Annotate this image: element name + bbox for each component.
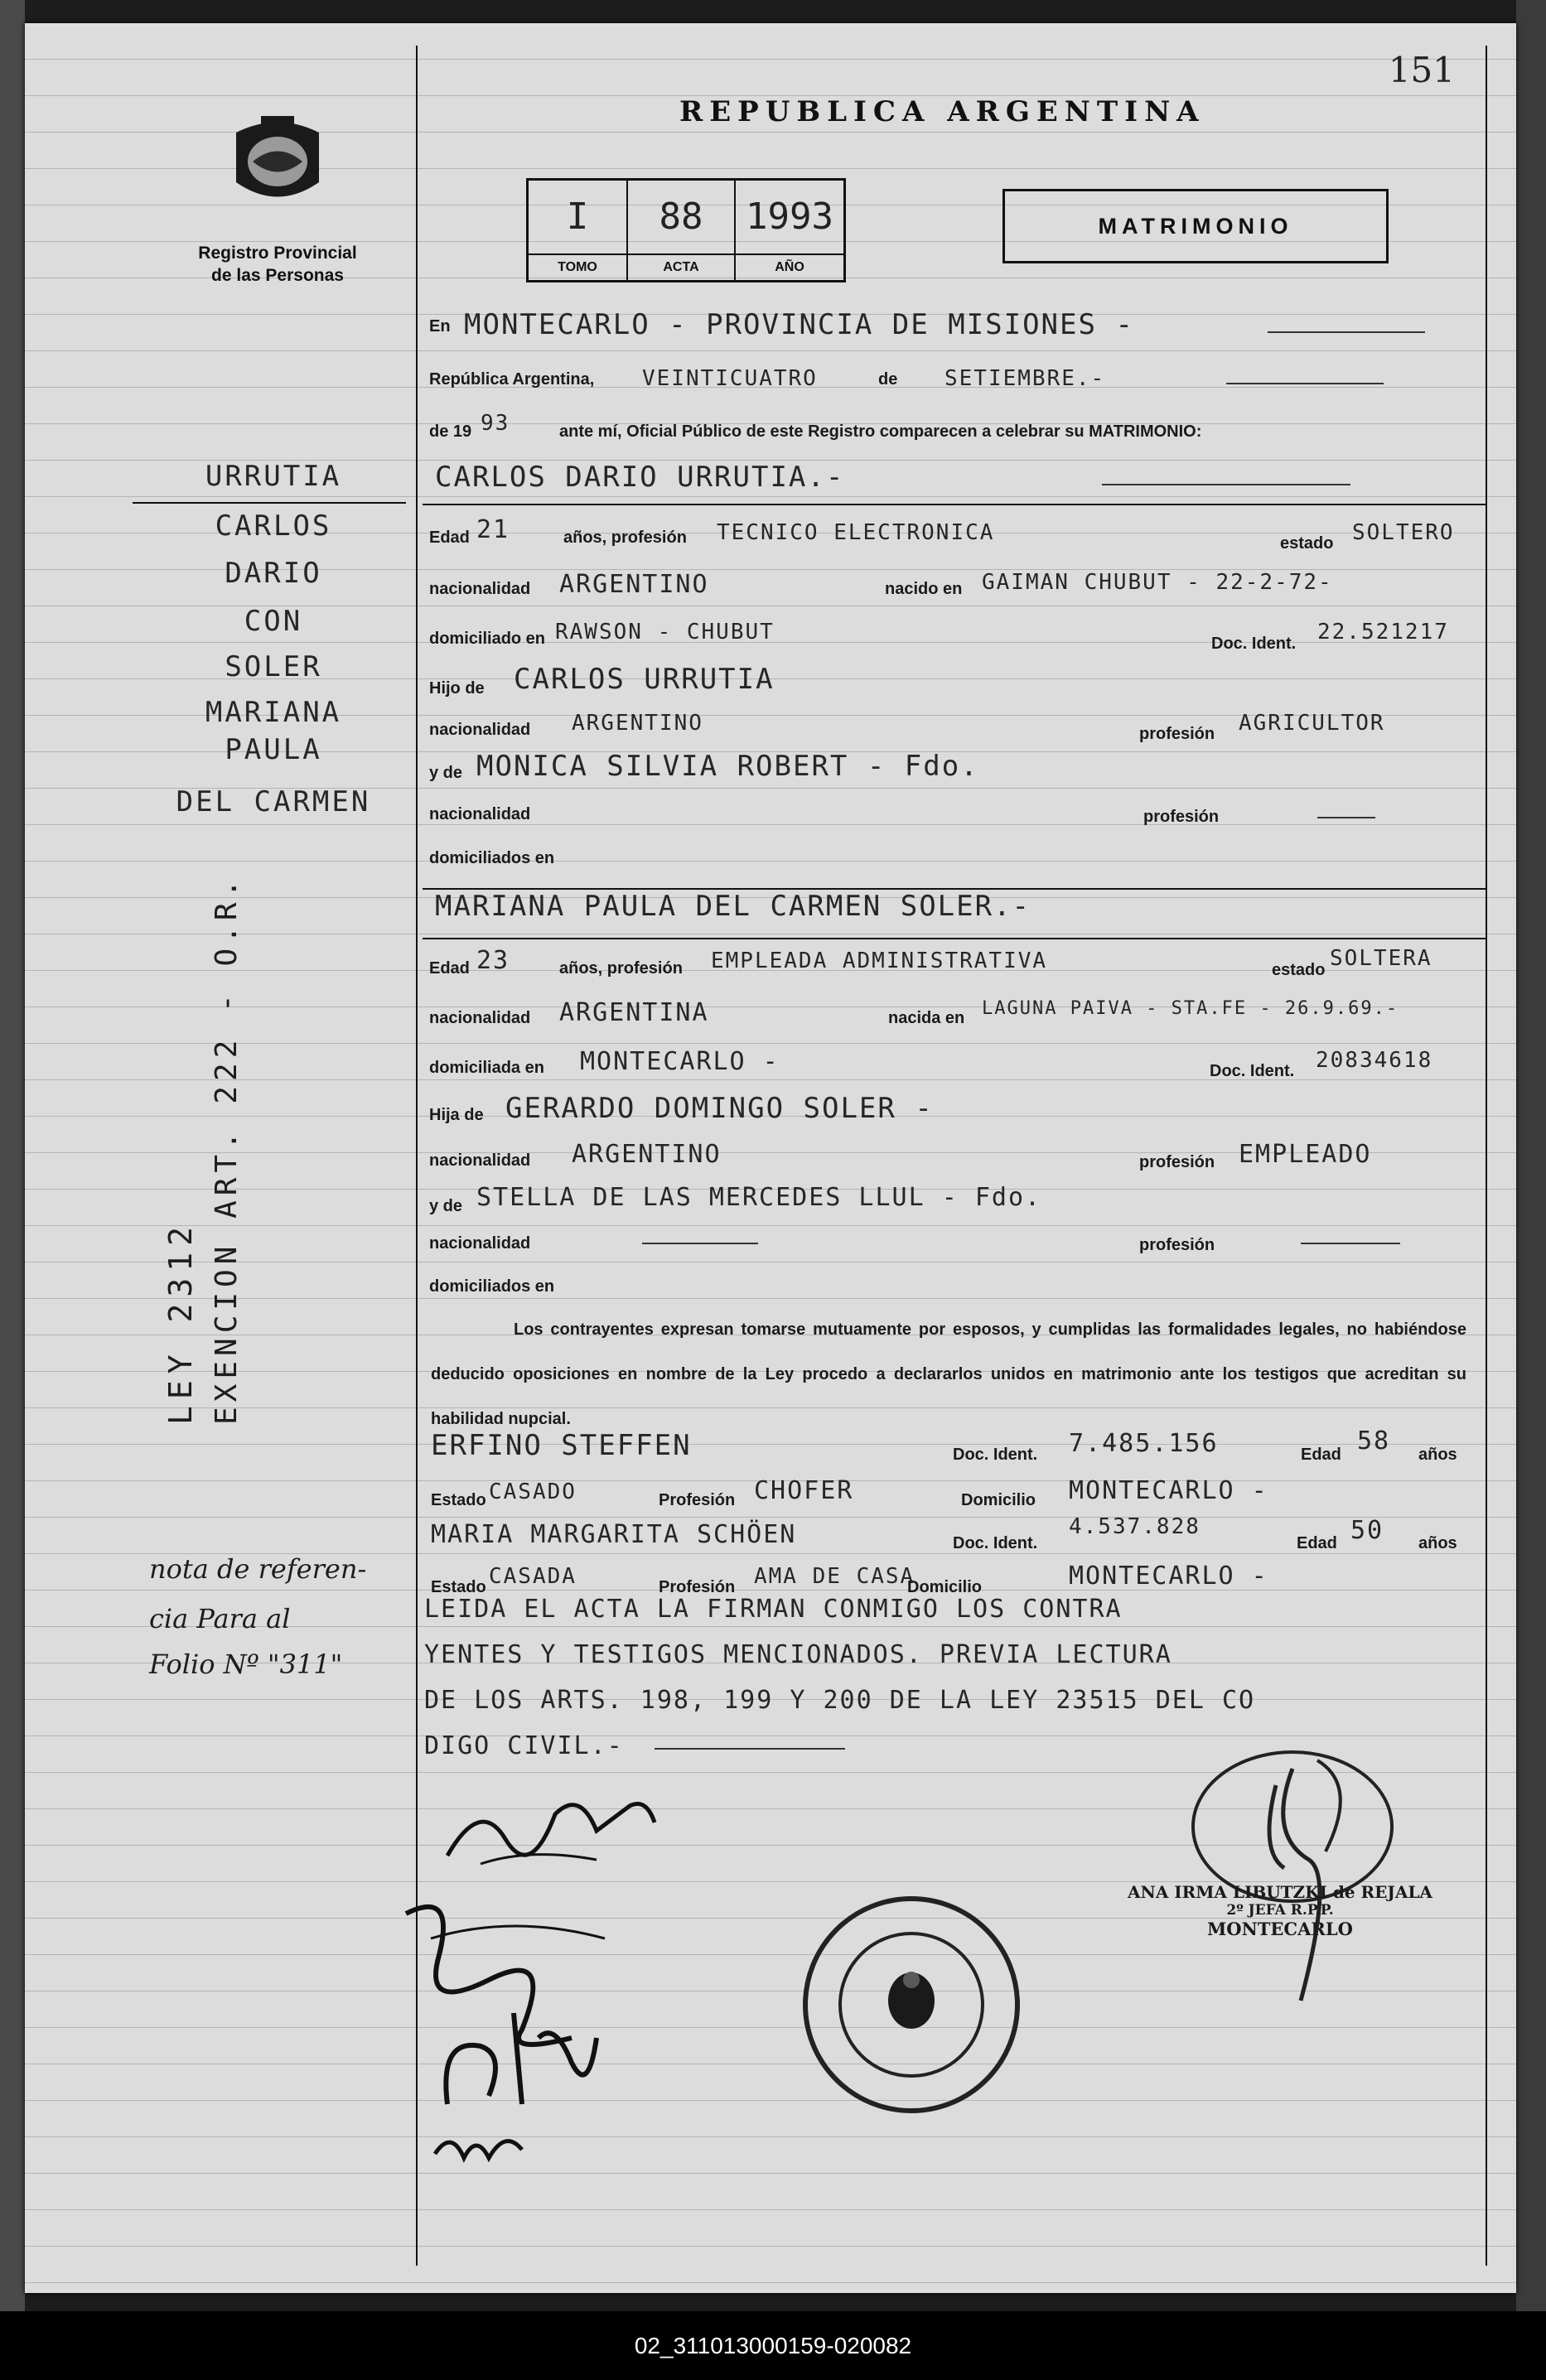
- bride-profesion-value: EMPLEADA ADMINISTRATIVA: [711, 949, 1048, 973]
- closing-line-3: DIGO CIVIL.-: [424, 1731, 624, 1760]
- bride-padre-prof-value: EMPLEADO: [1239, 1140, 1372, 1169]
- bride-domiciliados-label: domiciliados en: [429, 1277, 555, 1296]
- official-round-seal: [800, 1893, 1023, 2117]
- fill-dash: [1317, 817, 1375, 818]
- registry-reference-box: [526, 178, 846, 282]
- acta-value: 88: [659, 196, 703, 238]
- groom-padre-value: CARLOS URRUTIA: [514, 663, 775, 696]
- fill-dash: [655, 1748, 845, 1750]
- witness-1-domicilio-value: MONTECARLO -: [1069, 1476, 1268, 1505]
- year-suffix: 93: [481, 411, 510, 436]
- official-signature: [1168, 1736, 1442, 2009]
- margin-name-underline: [133, 502, 406, 504]
- fill-dash: [642, 1243, 758, 1244]
- witness-1-edad-label: Edad: [1301, 1446, 1341, 1464]
- bride-y-de-label: y de: [429, 1197, 463, 1215]
- margin-note-line-1: cia Para al: [149, 1603, 291, 1634]
- document-id-footer: 02_311013000159-020082: [0, 2311, 1546, 2380]
- bride-edad-label: Edad: [429, 959, 470, 978]
- folio-number: 151: [1388, 50, 1455, 90]
- exemption-stamp-article: EXENCION ART. 222 - O.R.: [210, 874, 244, 1425]
- bride-madre-prof-label: profesión: [1139, 1236, 1215, 1254]
- witness-1-edad-value: 58: [1357, 1427, 1391, 1456]
- bride-padre-prof-label: profesión: [1139, 1153, 1215, 1171]
- signature-groom: [431, 1764, 679, 1880]
- bride-nacionalidad-value: ARGENTINA: [559, 998, 709, 1027]
- groom-nacionalidad-label: nacionalidad: [429, 580, 531, 598]
- acta-label: ACTA: [628, 253, 734, 280]
- witness-1-profesion-value: CHOFER: [754, 1476, 854, 1505]
- margin-name-2: DARIO: [225, 557, 322, 590]
- groom-edad-value: 21: [476, 515, 510, 544]
- tomo-value: I: [566, 196, 589, 238]
- signature-witness-2: [431, 2121, 539, 2170]
- groom-madre-nac-label: nacionalidad: [429, 805, 531, 823]
- registry-name: [157, 242, 398, 287]
- groom-hijo-label: Hijo de: [429, 679, 485, 698]
- year-prefix: de 19: [429, 422, 472, 441]
- bride-doc-value: 20834618: [1316, 1048, 1433, 1073]
- margin-name-7: DEL CARMEN: [176, 785, 371, 818]
- groom-padre-prof-label: profesión: [1139, 725, 1215, 743]
- margin-name-6: PAULA: [225, 733, 322, 766]
- witness-2-edad-label: Edad: [1297, 1534, 1337, 1552]
- groom-profesion-value: TECNICO ELECTRONICA: [717, 520, 995, 545]
- witness-2-domicilio-label: Domicilio: [907, 1578, 983, 1596]
- fill-dash: [1301, 1243, 1400, 1244]
- en-label: En: [429, 317, 451, 336]
- bride-padre-value: GERARDO DOMINGO SOLER -: [505, 1092, 934, 1125]
- registry-name-line1: Registro Provincial: [198, 244, 357, 263]
- margin-note-line-2: Folio Nº "311": [149, 1649, 343, 1680]
- witness-1-estado-label: Estado: [431, 1491, 486, 1509]
- witness-2-estado-label: Estado: [431, 1578, 486, 1596]
- groom-nacido-value: GAIMAN CHUBUT - 22-2-72-: [982, 570, 1333, 595]
- margin-name-5: MARIANA: [205, 696, 342, 729]
- groom-domicilio-value: RAWSON - CHUBUT: [555, 620, 775, 644]
- acta-cell: [628, 181, 736, 280]
- tomo-cell: [529, 181, 628, 280]
- groom-full-name: CARLOS DARIO URRUTIA.-: [435, 461, 845, 494]
- witness-1-domicilio-label: Domicilio: [961, 1491, 1036, 1509]
- groom-estado-value: SOLTERO: [1352, 520, 1455, 545]
- witness-2-edad-value: 50: [1350, 1516, 1384, 1545]
- witness-1-doc-label: Doc. Ident.: [953, 1446, 1038, 1464]
- page-right-border: [1486, 46, 1487, 2266]
- de-label: de: [878, 370, 898, 389]
- margin-name-4: SOLER: [225, 650, 322, 683]
- groom-edad-label: Edad: [429, 529, 470, 547]
- witness-2-profesion-value: AMA DE CASA: [754, 1564, 916, 1589]
- ano-label: AÑO: [736, 253, 843, 280]
- margin-name-3: CON: [244, 605, 303, 638]
- witness-2-anos-label: años: [1418, 1534, 1457, 1552]
- witness-1-anos-label: años: [1418, 1446, 1457, 1464]
- ano-value: 1993: [746, 196, 833, 238]
- bride-nacida-value: LAGUNA PAIVA - STA.FE - 26.9.69.-: [982, 998, 1399, 1019]
- witness-2-doc-value: 4.537.828: [1069, 1514, 1201, 1539]
- closing-line-1: YENTES Y TESTIGOS MENCIONADOS. PREVIA LECTURA: [424, 1640, 1172, 1669]
- groom-padre-nac-value: ARGENTINO: [572, 711, 703, 736]
- bride-estado-value: SOLTERA: [1330, 946, 1432, 971]
- margin-name-0: URRUTIA: [205, 460, 342, 493]
- groom-doc-label: Doc. Ident.: [1211, 635, 1297, 653]
- bride-domicilio-label: domiciliada en: [429, 1059, 544, 1077]
- groom-doc-value: 22.521217: [1317, 620, 1449, 644]
- republica-label: República Argentina,: [429, 370, 595, 389]
- closing-line-0: LEIDA EL ACTA LA FIRMAN CONMIGO LOS CONTRA: [424, 1595, 1123, 1624]
- bride-estado-label: estado: [1272, 961, 1326, 979]
- groom-nacionalidad-value: ARGENTINO: [559, 570, 709, 599]
- bride-madre-value: STELLA DE LAS MERCEDES LLUL - Fdo.: [476, 1183, 1042, 1212]
- exemption-stamp-law: LEY 2312: [162, 1219, 199, 1425]
- closing-line-2: DE LOS ARTS. 198, 199 Y 200 DE LA LEY 23515 DEL CO: [424, 1686, 1256, 1715]
- day-value: VEINTICUATRO: [642, 366, 818, 391]
- margin-name-1: CARLOS: [215, 509, 332, 543]
- fill-dash: [1102, 484, 1350, 485]
- groom-y-de-label: y de: [429, 764, 463, 782]
- bride-madre-nac-label: nacionalidad: [429, 1234, 531, 1253]
- bride-profesion-label: años, profesión: [559, 959, 683, 978]
- official-place: MONTECARLO: [1207, 1919, 1353, 1939]
- witness-1-estado-value: CASADO: [489, 1480, 577, 1504]
- bride-edad-value: 23: [476, 946, 510, 975]
- country-heading: REPUBLICA ARGENTINA: [679, 95, 1205, 128]
- registry-emblem-icon: [228, 116, 327, 211]
- fill-dash: [1226, 383, 1384, 384]
- bride-doc-label: Doc. Ident.: [1210, 1062, 1295, 1080]
- groom-madre-value: MONICA SILVIA ROBERT - Fdo.: [476, 750, 979, 783]
- witness-1-doc-value: 7.485.156: [1069, 1429, 1219, 1458]
- witness-2-doc-label: Doc. Ident.: [953, 1534, 1038, 1552]
- bride-hija-label: Hija de: [429, 1106, 484, 1124]
- fill-dash: [1268, 331, 1425, 333]
- witness-1-profesion-label: Profesión: [659, 1491, 736, 1509]
- official-position: 2º JEFA R.P.P.: [1226, 1902, 1334, 1919]
- bride-nacida-label: nacida en: [888, 1009, 965, 1027]
- official-title-stamp: [1106, 1882, 1454, 1939]
- groom-profesion-label: años, profesión: [563, 529, 687, 547]
- groom-padre-prof-value: AGRICULTOR: [1239, 711, 1385, 736]
- groom-estado-label: estado: [1280, 534, 1334, 553]
- book-spine-left: [0, 0, 25, 2311]
- bride-full-name: MARIANA PAULA DEL CARMEN SOLER.-: [435, 890, 1031, 923]
- witness-1-name: ERFINO STEFFEN: [431, 1429, 692, 1462]
- exemption-stamp: [157, 875, 250, 1425]
- bride-domicilio-value: MONTECARLO -: [580, 1047, 780, 1076]
- month-value: SETIEMBRE.-: [945, 366, 1106, 391]
- act-type-box: MATRIMONIO: [1002, 189, 1389, 263]
- groom-domiciliados-label: domiciliados en: [429, 849, 555, 867]
- margin-note-line-0: nota de referen-: [149, 1553, 367, 1585]
- tomo-label: TOMO: [529, 253, 626, 280]
- bride-padre-nac-value: ARGENTINO: [572, 1140, 722, 1169]
- bride-padre-nac-label: nacionalidad: [429, 1151, 531, 1170]
- legal-declaration: Los contrayentes expresan tomarse mutuamente por esposos, y cumplidas las formalidades legales, no habiéndose deducido oposiciones en nombre de la Ley procedo a declararlos unidos en matrimonio ante los testigos que acreditan su habilidad nupcial.: [431, 1320, 1466, 1428]
- witness-2-domicilio-value: MONTECARLO -: [1069, 1562, 1268, 1591]
- groom-domicilio-label: domiciliado en: [429, 630, 546, 648]
- signature-witness-1: [431, 1988, 613, 2121]
- ano-cell: [736, 181, 843, 280]
- witness-2-estado-value: CASADA: [489, 1564, 577, 1589]
- place-value: MONTECARLO - PROVINCIA DE MISIONES -: [464, 308, 1134, 341]
- book-edge-right: [1516, 0, 1546, 2311]
- witness-2-profesion-label: Profesión: [659, 1578, 736, 1596]
- bride-section-divider-2: [423, 938, 1486, 939]
- groom-padre-nac-label: nacionalidad: [429, 721, 531, 739]
- ante-text: ante mí, Oficial Público de este Registro comparecen a celebrar su MATRIMONIO:: [559, 422, 1202, 441]
- groom-nacido-label: nacido en: [885, 580, 963, 598]
- groom-madre-prof-label: profesión: [1143, 808, 1220, 826]
- registry-name-line2: de las Personas: [211, 266, 344, 285]
- groom-section-divider: [423, 504, 1486, 505]
- bride-nacionalidad-label: nacionalidad: [429, 1009, 531, 1027]
- official-name: ANA IRMA LIBUTZKI de REJALA: [1128, 1882, 1432, 1902]
- witness-2-name: MARIA MARGARITA SCHÖEN: [431, 1520, 797, 1549]
